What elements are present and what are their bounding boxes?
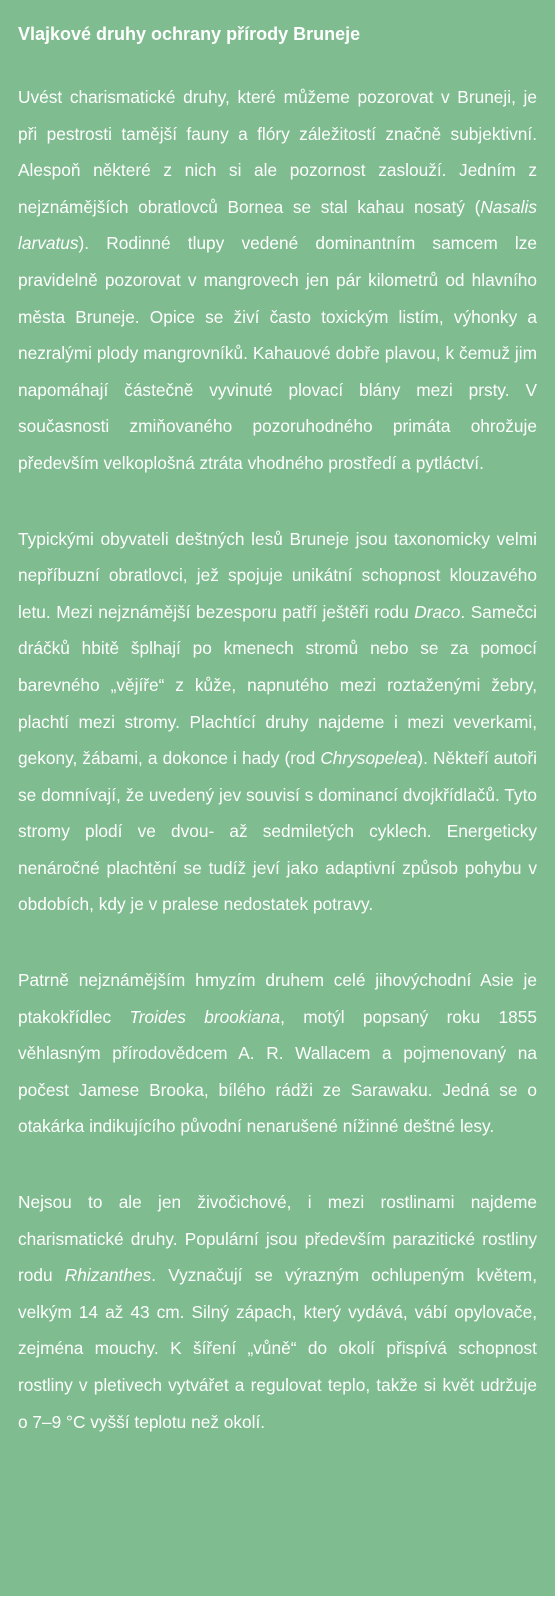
text-segment: ). Rodinné tlupy vedené dominantním samcem lze pravidelně pozorovat v mangrovech jen pár kilometrů od hlavního města Bruneje. Opice se živí často toxickým listím, výhonky a nezralými plody mangrovníků. Kahauové dobře plavou, k čemuž jim napomáhají částečně vyvinuté plovací blány mezi prsty. V současnosti zmiňovaného pozoruhodného primáta ohrožuje především velkoplošná ztráta vhodného prostředí a pytláctví.: [18, 233, 537, 473]
genus-name-italic: Rhizanthes: [64, 1265, 152, 1286]
paragraph-gliding-vertebrates: [18, 521, 537, 924]
text-segment: , motýl popsaný roku 1855 věhlasným přírodovědcem A. R. Wallacem a pojmenovaný na počest Jamese Brooka, bílého rádži ze Sarawaku. Jedná se o otakárka indikujícího původní nenarušené nížinné deštné lesy.: [18, 1006, 537, 1137]
text-segment: Nejsou to ale jen živočichové, i mezi rostlinami najdeme charismatické druhy. Populární jsou především parazitické rostliny rodu: [18, 1192, 537, 1286]
species-name-italic: Troides brookiana: [129, 1006, 281, 1027]
text-segment: Uvést charismatické druhy, které můžeme pozorovat v Bruneji, je při pestrosti tamější fauny a flóry záležitostí značně subjektivní. Alespoň některé z nich si ale pozornost zaslouží. Jedním z nejznámějších obratlovců Bornea se stal kahau nosatý (: [18, 87, 537, 217]
text-segment: ). Někteří autoři se domnívají, že uvedený jev souvisí s dominancí dvojkřídlačů. Tyto stromy plodí ve dvou- až sedmiletých cyklech. Energeticky nenáročné plachtění se tudíž jeví jako adaptivní způsob pohybu v obdobích, kdy je v pralese nedostatek potravy.: [18, 748, 537, 915]
genus-name-italic: Chrysopelea: [320, 748, 418, 769]
text-segment: . Samečci dráčků hbitě šplhají po kmenech stromů nebo se za pomocí barevného „vějíře“ z kůže, napnutého mezi roztaženými žebry, plachtí mezi stromy. Plachtící druhy najdeme i mezi veverkami, gekony, žábami, a dokonce i hady (rod: [18, 601, 537, 769]
species-name-italic: Nasalis larvatus: [18, 196, 537, 254]
paragraph-rhizanthes: [18, 1184, 537, 1440]
text-segment: . Vyznačují se výrazným ochlupeným květem, velkým 14 až 43 cm. Silný zápach, který vydává, vábí opylovače, zejména mouchy. K šíření „vůně“ do okolí přispívá schopnost rostliny v pletivech vytvářet a regulovat teplo, takže si květ udržuje o 7–9 °C vyšší teplotu než okolí.: [18, 1265, 538, 1432]
genus-name-italic: Draco: [414, 601, 461, 622]
paragraph-proboscis-monkey: [18, 79, 537, 482]
paragraph-birdwing-butterfly: [18, 962, 537, 1145]
sidebar-title: Vlajkové druhy ochrany přírody Bruneje: [18, 24, 361, 44]
text-segment: Patrně nejznámějším hmyzím druhem celé jihovýchodní Asie je ptakokřídlec: [18, 970, 537, 1027]
text-segment: Typickými obyvateli deštných lesů Bruneje jsou taxonomicky velmi nepříbuzní obratlovci, jež spojuje unikátní schopnost klouzavého letu. Mezi nejznámější bezesporu patří ještěři rodu: [18, 528, 537, 622]
